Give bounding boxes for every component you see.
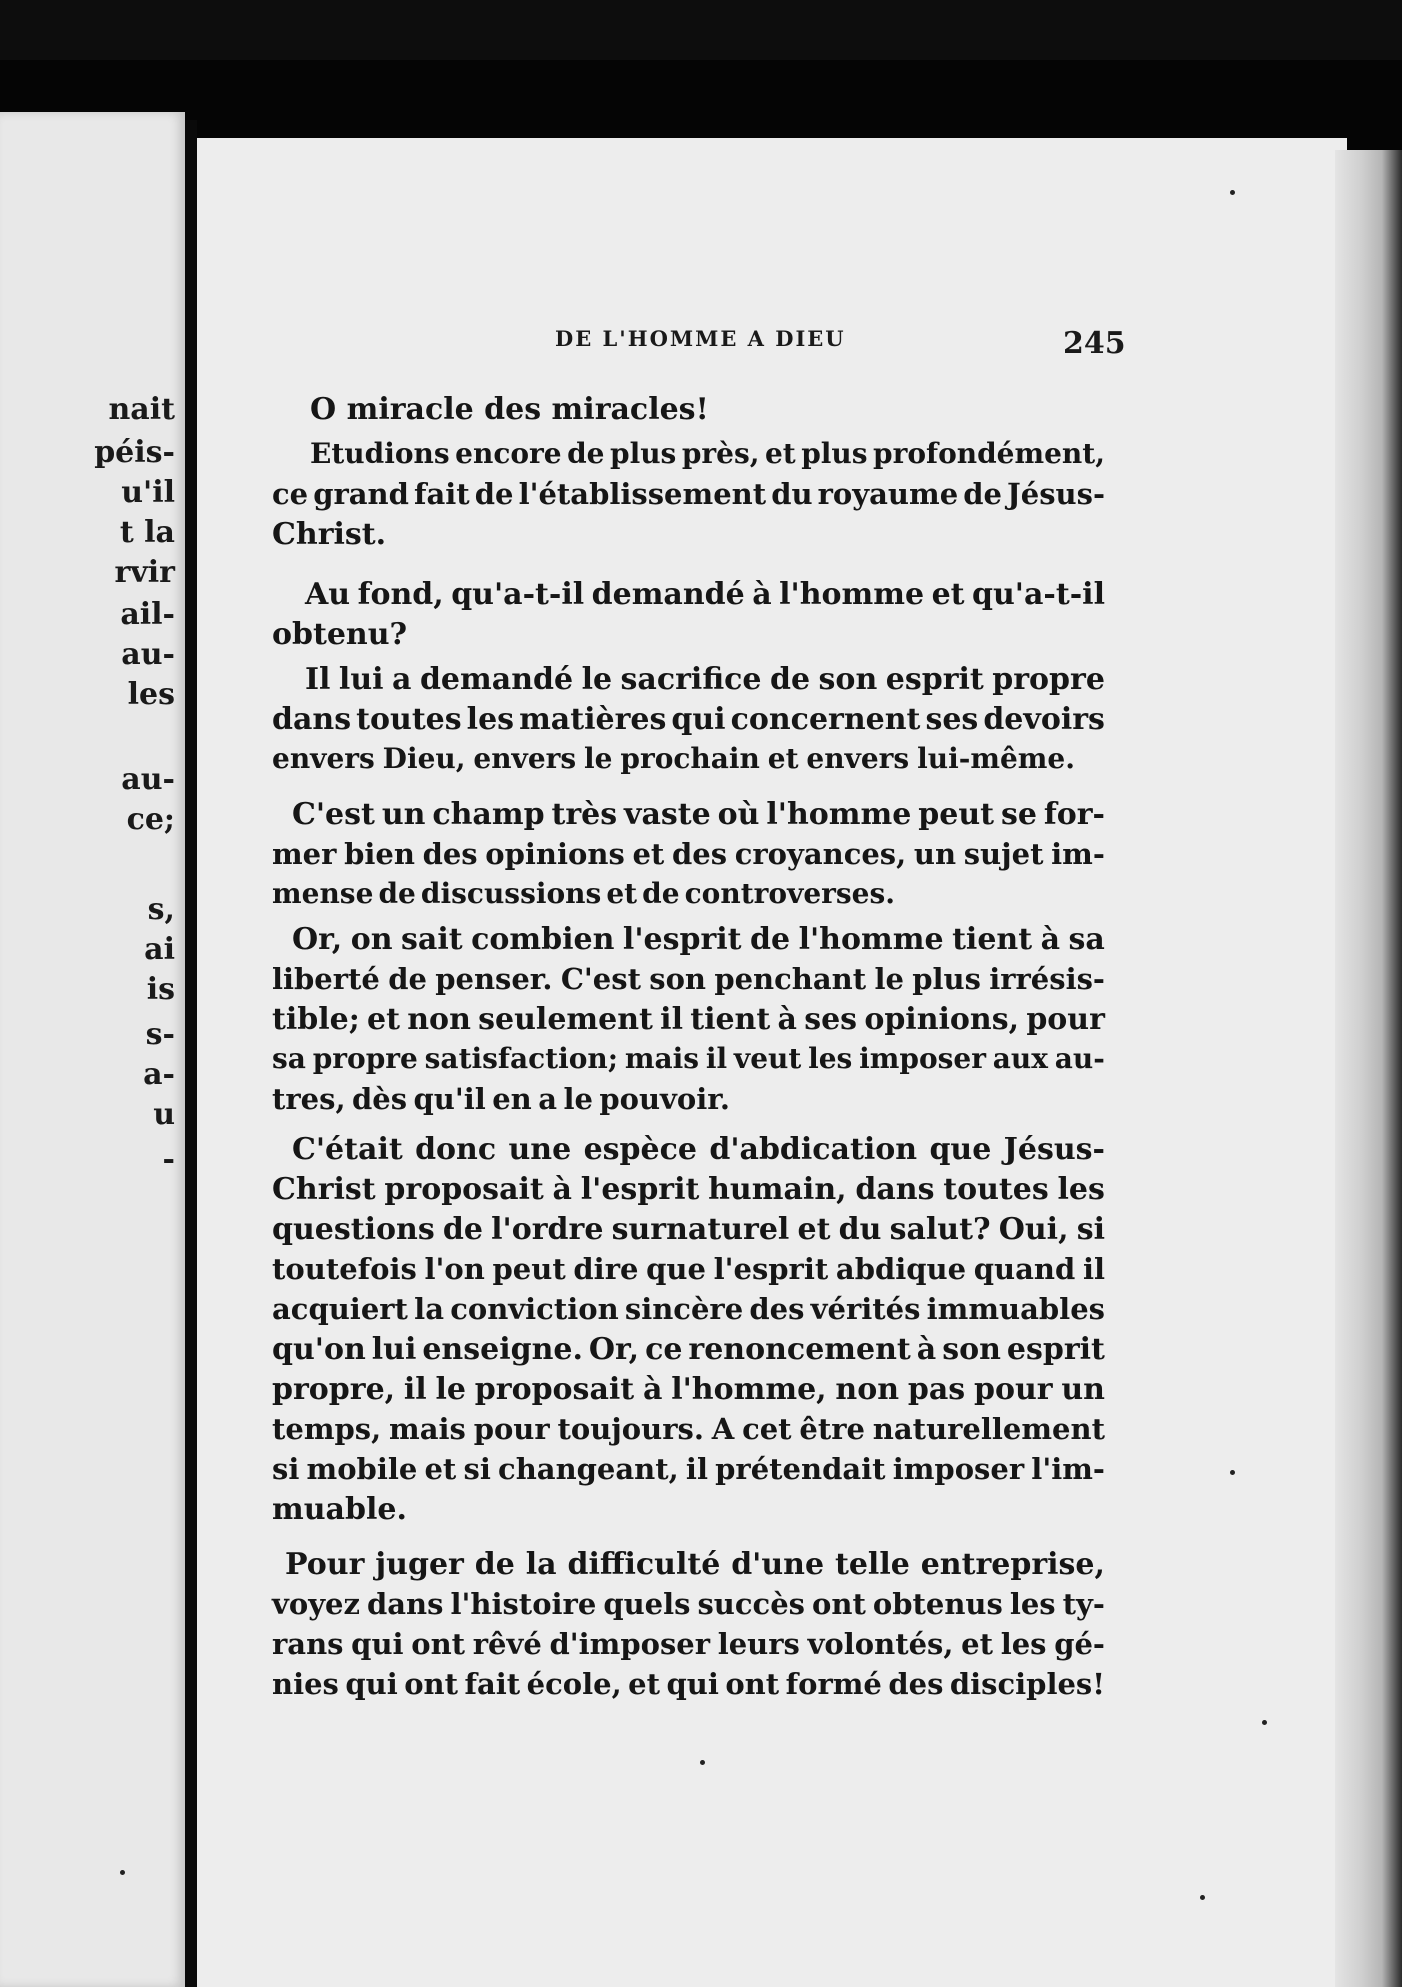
text-word: difficulté bbox=[567, 1547, 721, 1582]
text-word: Etudions bbox=[310, 437, 450, 470]
text-word: entreprise, bbox=[920, 1547, 1105, 1582]
text-word: humain, bbox=[708, 1172, 847, 1207]
text-word: opinions bbox=[485, 837, 625, 871]
previous-page-text-fragment: nait bbox=[108, 392, 175, 427]
text-word: fond, bbox=[357, 577, 444, 612]
text-line bbox=[272, 1452, 1105, 1486]
text-word: le bbox=[435, 1372, 466, 1407]
text-word: se bbox=[1000, 797, 1037, 832]
text-word: envers bbox=[272, 742, 375, 775]
text-word: à bbox=[1040, 922, 1061, 957]
text-word: on bbox=[350, 922, 393, 957]
text-word: l'esprit bbox=[580, 1172, 700, 1207]
text-word: espèce bbox=[583, 1132, 697, 1167]
text-word: tient bbox=[690, 1002, 771, 1037]
text-word: discussions bbox=[420, 877, 602, 910]
text-word: l'im- bbox=[1031, 1452, 1105, 1486]
text-line bbox=[272, 837, 1105, 871]
text-word: esprit bbox=[885, 662, 984, 697]
text-line bbox=[272, 1082, 730, 1116]
text-word: combien bbox=[471, 922, 615, 957]
previous-page-text-fragment: ce; bbox=[126, 802, 175, 837]
text-word: de bbox=[769, 662, 811, 697]
text-line bbox=[292, 797, 1105, 832]
text-word: plus bbox=[801, 437, 868, 470]
text-word: Or, bbox=[292, 922, 343, 957]
text-word: conviction bbox=[450, 1292, 619, 1326]
text-word: du bbox=[838, 1212, 882, 1247]
text-word: des bbox=[749, 1292, 805, 1326]
text-word: proposait bbox=[474, 1372, 635, 1407]
text-word: il bbox=[705, 1042, 728, 1075]
text-word: Oui, bbox=[998, 1212, 1069, 1247]
text-word: abdique bbox=[835, 1252, 967, 1286]
text-word: gé- bbox=[1054, 1627, 1105, 1661]
text-word: fait bbox=[413, 477, 470, 511]
previous-page-text-fragment: péis- bbox=[94, 435, 175, 470]
text-word: ty- bbox=[1062, 1587, 1105, 1621]
text-word: une bbox=[508, 1132, 572, 1167]
previous-page-text-fragment: ai bbox=[144, 932, 175, 967]
text-word: un bbox=[381, 797, 426, 832]
text-word: pour bbox=[473, 1412, 550, 1446]
text-word: à bbox=[642, 1372, 663, 1407]
text-word: des bbox=[888, 1667, 944, 1701]
text-word: la bbox=[414, 1292, 444, 1326]
text-word: son bbox=[942, 1332, 1001, 1367]
previous-page-text-fragment: u bbox=[153, 1097, 175, 1132]
text-line: O miracle des miracles! bbox=[310, 392, 709, 427]
text-word: le bbox=[581, 662, 613, 697]
text-word: au- bbox=[1054, 1042, 1105, 1075]
text-word: l'homme, bbox=[671, 1372, 827, 1407]
text-word: a bbox=[392, 662, 412, 697]
text-word: près, bbox=[681, 437, 760, 470]
text-line bbox=[272, 1667, 1105, 1701]
text-word: ses bbox=[925, 702, 979, 737]
scan-top-band bbox=[0, 0, 1402, 60]
text-word: naturellement bbox=[872, 1412, 1105, 1446]
text-word: dès bbox=[352, 1082, 408, 1116]
text-line bbox=[305, 662, 1105, 697]
text-word: questions bbox=[272, 1212, 435, 1247]
text-word: si bbox=[1076, 1212, 1105, 1247]
text-line bbox=[285, 1547, 1105, 1582]
text-word: des bbox=[671, 837, 728, 871]
text-word: vérités bbox=[810, 1292, 921, 1326]
text-word: a bbox=[538, 1082, 557, 1116]
text-word: que bbox=[646, 1252, 706, 1286]
text-word: donc bbox=[415, 1132, 497, 1167]
text-word: dire bbox=[573, 1252, 639, 1286]
text-word: qui bbox=[666, 1667, 719, 1701]
page-edge bbox=[1335, 150, 1402, 1987]
text-word: de bbox=[474, 477, 514, 511]
text-word: qu'a-t-il bbox=[972, 577, 1105, 612]
text-word: qu'on bbox=[272, 1332, 366, 1367]
text-word: renoncement bbox=[688, 1332, 911, 1367]
text-word: et bbox=[797, 1212, 831, 1247]
text-word: aux bbox=[992, 1042, 1048, 1075]
text-word: la bbox=[525, 1547, 557, 1582]
text-word: toutes bbox=[943, 1172, 1049, 1207]
text-word: dans bbox=[272, 702, 352, 737]
text-word: qui bbox=[345, 1667, 398, 1701]
text-line bbox=[272, 962, 1105, 996]
text-word: Au bbox=[305, 577, 351, 612]
text-word: penchant bbox=[714, 962, 867, 996]
text-word: champ bbox=[432, 797, 545, 832]
text-word: pour bbox=[1026, 1002, 1105, 1037]
text-word: il bbox=[1082, 1252, 1105, 1286]
text-word: l'homme bbox=[766, 797, 912, 832]
text-word: de bbox=[642, 877, 680, 910]
text-word: immuables bbox=[926, 1292, 1105, 1326]
text-word: lui-même. bbox=[917, 742, 1075, 775]
text-word: il bbox=[685, 1452, 708, 1486]
previous-page-text-fragment: t la bbox=[119, 515, 175, 550]
text-word: de bbox=[474, 1547, 515, 1582]
text-word: le bbox=[874, 962, 904, 996]
text-word: toujours. bbox=[557, 1412, 704, 1446]
text-word: pour bbox=[973, 1372, 1053, 1407]
text-word: Dieu, bbox=[382, 742, 466, 775]
text-word: à bbox=[752, 577, 772, 612]
text-word: l'homme bbox=[779, 577, 925, 612]
text-word: mense bbox=[272, 877, 374, 910]
text-word: demandé bbox=[591, 577, 745, 612]
text-word: et bbox=[764, 437, 796, 470]
text-line bbox=[272, 1332, 1105, 1367]
text-line bbox=[272, 877, 895, 910]
text-word: tient bbox=[952, 922, 1033, 957]
text-word: matières bbox=[519, 702, 667, 737]
text-word: surnaturel bbox=[611, 1212, 790, 1247]
text-line bbox=[272, 1042, 1105, 1075]
text-word: en bbox=[492, 1082, 532, 1116]
text-word: de bbox=[963, 477, 1002, 511]
text-word: toutes bbox=[356, 702, 462, 737]
text-word: seulement bbox=[478, 1002, 653, 1037]
text-word: si bbox=[463, 1452, 491, 1486]
text-word: qui bbox=[671, 702, 726, 737]
previous-page-text-fragment: ail- bbox=[120, 597, 175, 632]
text-word: sait bbox=[401, 922, 463, 957]
book-gutter bbox=[185, 120, 197, 1987]
text-word: changeant, bbox=[498, 1452, 679, 1486]
text-word: for- bbox=[1043, 797, 1105, 832]
text-line bbox=[310, 437, 1105, 470]
text-word: d'imposer bbox=[549, 1627, 711, 1661]
text-word: plus bbox=[609, 437, 677, 470]
text-word: l'on bbox=[424, 1252, 485, 1286]
text-word: obtenus bbox=[872, 1587, 1003, 1621]
text-line: obtenu? bbox=[272, 617, 408, 652]
text-word: rans bbox=[272, 1627, 344, 1661]
text-word: envers bbox=[473, 742, 577, 775]
text-word: et bbox=[931, 577, 965, 612]
text-word: Pour bbox=[285, 1547, 365, 1582]
text-word: ses bbox=[804, 1002, 858, 1037]
text-word: quels bbox=[603, 1587, 691, 1621]
text-word: ce bbox=[272, 477, 309, 511]
text-word: pouvoir. bbox=[599, 1082, 730, 1116]
previous-page-fragment bbox=[0, 112, 185, 1987]
text-word: que bbox=[929, 1132, 992, 1167]
previous-page-text-fragment: au- bbox=[121, 762, 175, 797]
text-word: qu'a-t-il bbox=[451, 577, 585, 612]
text-word: imposer bbox=[892, 1452, 1025, 1486]
text-word: profondément, bbox=[873, 437, 1105, 470]
text-line bbox=[272, 1252, 1105, 1286]
text-line bbox=[272, 702, 1105, 737]
text-word: sa bbox=[272, 1042, 306, 1075]
text-word: Il bbox=[305, 662, 331, 697]
text-word: dans bbox=[855, 1172, 935, 1207]
text-word: l'établissement bbox=[518, 477, 767, 511]
text-word: fait bbox=[464, 1667, 521, 1701]
text-word: peut bbox=[918, 797, 995, 832]
text-word: l'histoire bbox=[450, 1587, 597, 1621]
text-word: non bbox=[407, 1002, 471, 1037]
page-number: 245 bbox=[1063, 326, 1126, 361]
text-word: lui bbox=[338, 662, 384, 697]
text-word: disciples! bbox=[949, 1667, 1105, 1701]
text-word: à bbox=[552, 1172, 572, 1207]
text-line bbox=[292, 922, 1105, 957]
text-word: les bbox=[1057, 1172, 1105, 1207]
text-word: de bbox=[388, 962, 427, 996]
text-word: penser. bbox=[435, 962, 553, 996]
text-word: de bbox=[567, 437, 605, 470]
text-line bbox=[272, 1212, 1105, 1247]
scan-speck bbox=[700, 1760, 705, 1765]
text-word: l'homme bbox=[798, 922, 944, 957]
text-word: devoirs bbox=[983, 702, 1105, 737]
text-word: ont bbox=[411, 1627, 466, 1661]
text-word: esprit bbox=[1006, 1332, 1105, 1367]
text-word: être bbox=[799, 1412, 865, 1446]
text-word: d'abdication bbox=[709, 1132, 918, 1167]
text-word: croyances, bbox=[734, 837, 907, 871]
previous-page-text-fragment: is bbox=[146, 972, 175, 1007]
text-word: toutefois bbox=[272, 1252, 417, 1286]
text-word: et bbox=[606, 877, 638, 910]
text-word: ce bbox=[645, 1332, 683, 1367]
text-word: sacrifice bbox=[620, 662, 762, 697]
text-word: et bbox=[424, 1452, 457, 1486]
text-word: sa bbox=[1068, 922, 1105, 957]
text-word: concernent bbox=[730, 702, 921, 737]
text-word: ont bbox=[812, 1587, 866, 1621]
text-word: non bbox=[835, 1372, 900, 1407]
text-word: et bbox=[367, 1002, 400, 1037]
text-word: voyez bbox=[272, 1587, 360, 1621]
text-line bbox=[272, 1002, 1105, 1037]
text-word: propre bbox=[992, 662, 1105, 697]
text-word: veut bbox=[733, 1042, 802, 1075]
text-word: sincère bbox=[624, 1292, 744, 1326]
text-word: l'esprit bbox=[622, 922, 742, 957]
text-word: juger bbox=[375, 1547, 464, 1582]
text-word: bien bbox=[344, 837, 415, 871]
text-word: pas bbox=[907, 1372, 966, 1407]
text-word: de bbox=[378, 877, 416, 910]
text-word: ont bbox=[404, 1667, 459, 1701]
text-word: son bbox=[818, 662, 878, 697]
text-line bbox=[272, 1292, 1105, 1326]
text-word: propre bbox=[312, 1042, 418, 1075]
text-word: son bbox=[649, 962, 707, 996]
text-word: les bbox=[808, 1042, 853, 1075]
scan-speck bbox=[1262, 1720, 1267, 1725]
text-word: il bbox=[660, 1002, 683, 1037]
text-word: C'était bbox=[292, 1132, 403, 1167]
text-word: et bbox=[767, 742, 799, 775]
text-word: im- bbox=[1051, 837, 1105, 871]
text-word: Christ bbox=[272, 1172, 376, 1207]
text-word: Or, bbox=[588, 1332, 640, 1367]
text-word: tible; bbox=[272, 1002, 360, 1037]
text-word: propre, bbox=[272, 1372, 396, 1407]
text-word: prétendait bbox=[715, 1452, 886, 1486]
text-word: qui bbox=[351, 1627, 404, 1661]
previous-page-text-fragment: a- bbox=[143, 1057, 175, 1092]
text-word: C'est bbox=[292, 797, 375, 832]
text-word: si bbox=[272, 1452, 300, 1486]
previous-page-text-fragment: au- bbox=[121, 637, 175, 672]
text-word: le bbox=[584, 742, 613, 775]
text-word: satisfaction; bbox=[424, 1042, 619, 1075]
text-line bbox=[272, 1627, 1105, 1661]
text-word: liberté bbox=[272, 962, 380, 996]
text-line: Christ. bbox=[272, 517, 387, 552]
text-word: imposer bbox=[859, 1042, 986, 1075]
text-word: école, bbox=[526, 1667, 622, 1701]
text-word: Jésus- bbox=[1003, 1132, 1105, 1167]
text-word: mais bbox=[624, 1042, 700, 1075]
running-head: DE L'HOMME A DIEU bbox=[555, 326, 846, 351]
text-line bbox=[305, 577, 1105, 612]
text-word: de bbox=[442, 1212, 483, 1247]
text-word: vaste bbox=[624, 797, 711, 832]
text-word: quand bbox=[973, 1252, 1076, 1286]
text-line bbox=[272, 1412, 1105, 1446]
text-word: tres, bbox=[272, 1082, 346, 1116]
text-line: muable. bbox=[272, 1492, 407, 1527]
text-word: et bbox=[961, 1627, 994, 1661]
text-word: un bbox=[913, 837, 957, 871]
text-line bbox=[272, 1587, 1105, 1621]
text-word: d'une bbox=[731, 1547, 825, 1582]
text-word: telle bbox=[834, 1547, 910, 1582]
text-word: à bbox=[777, 1002, 797, 1037]
text-word: des bbox=[422, 837, 478, 871]
previous-page-text-fragment: s, bbox=[147, 892, 175, 927]
text-word: lui bbox=[371, 1332, 417, 1367]
text-word: irrésis- bbox=[989, 962, 1105, 996]
text-word: qu'il bbox=[413, 1082, 486, 1116]
text-word: royaume bbox=[817, 477, 959, 511]
text-word: où bbox=[717, 797, 760, 832]
text-word: et bbox=[632, 837, 665, 871]
text-word: nies bbox=[272, 1667, 339, 1701]
text-word: opinions, bbox=[864, 1002, 1020, 1037]
previous-page-text-fragment: u'il bbox=[121, 475, 175, 510]
text-word: très bbox=[551, 797, 618, 832]
text-word: Jésus- bbox=[1007, 477, 1105, 511]
text-word: leurs bbox=[717, 1627, 800, 1661]
text-word: ont bbox=[725, 1667, 780, 1701]
text-word: mer bbox=[272, 837, 337, 871]
text-word: et bbox=[628, 1667, 661, 1701]
text-line bbox=[272, 742, 1075, 775]
text-word: rêvé bbox=[472, 1627, 542, 1661]
text-word: demandé bbox=[419, 662, 574, 697]
text-word: peut bbox=[492, 1252, 566, 1286]
previous-page-text-fragment: les bbox=[127, 677, 175, 712]
text-word: formé bbox=[785, 1667, 882, 1701]
text-line bbox=[272, 1172, 1105, 1207]
scan-speck bbox=[1200, 1895, 1205, 1900]
text-word: encore bbox=[455, 437, 562, 470]
text-word: un bbox=[1061, 1372, 1105, 1407]
text-word: volontés, bbox=[807, 1627, 954, 1661]
text-word: proposait bbox=[384, 1172, 544, 1207]
text-word: C'est bbox=[560, 962, 641, 996]
text-word: les bbox=[1009, 1587, 1056, 1621]
text-word: de bbox=[750, 922, 791, 957]
text-word: mobile bbox=[306, 1452, 418, 1486]
text-word: acquiert bbox=[272, 1292, 408, 1326]
text-word: le bbox=[563, 1082, 593, 1116]
text-word: plus bbox=[912, 962, 981, 996]
text-word: dans bbox=[366, 1587, 444, 1621]
text-word: envers bbox=[806, 742, 910, 775]
text-line bbox=[272, 477, 1105, 511]
text-line bbox=[292, 1132, 1105, 1167]
text-word: l'esprit bbox=[713, 1252, 829, 1286]
text-word: temps, bbox=[272, 1412, 382, 1446]
text-word: salut? bbox=[889, 1212, 991, 1247]
text-word: mais bbox=[389, 1412, 466, 1446]
text-word: il bbox=[403, 1372, 427, 1407]
scan-speck bbox=[1230, 190, 1235, 195]
text-word: les bbox=[1000, 1627, 1047, 1661]
text-word: A bbox=[711, 1412, 735, 1446]
text-word: à bbox=[916, 1332, 937, 1367]
scan-speck bbox=[1230, 1470, 1235, 1475]
scan-speck bbox=[120, 1870, 125, 1875]
text-line bbox=[272, 1372, 1105, 1407]
text-word: grand bbox=[313, 477, 409, 511]
previous-page-text-fragment: rvir bbox=[114, 555, 175, 590]
text-word: succès bbox=[697, 1587, 805, 1621]
text-word: cet bbox=[742, 1412, 792, 1446]
previous-page-text-fragment: s- bbox=[145, 1017, 175, 1052]
text-word: l'ordre bbox=[491, 1212, 604, 1247]
text-word: prochain bbox=[620, 742, 760, 775]
text-word: enseigne. bbox=[422, 1332, 583, 1367]
text-word: controverses. bbox=[684, 877, 895, 910]
previous-page-text-fragment: - bbox=[162, 1142, 175, 1177]
text-word: du bbox=[771, 477, 813, 511]
text-word: sujet bbox=[963, 837, 1044, 871]
text-word: les bbox=[466, 702, 515, 737]
